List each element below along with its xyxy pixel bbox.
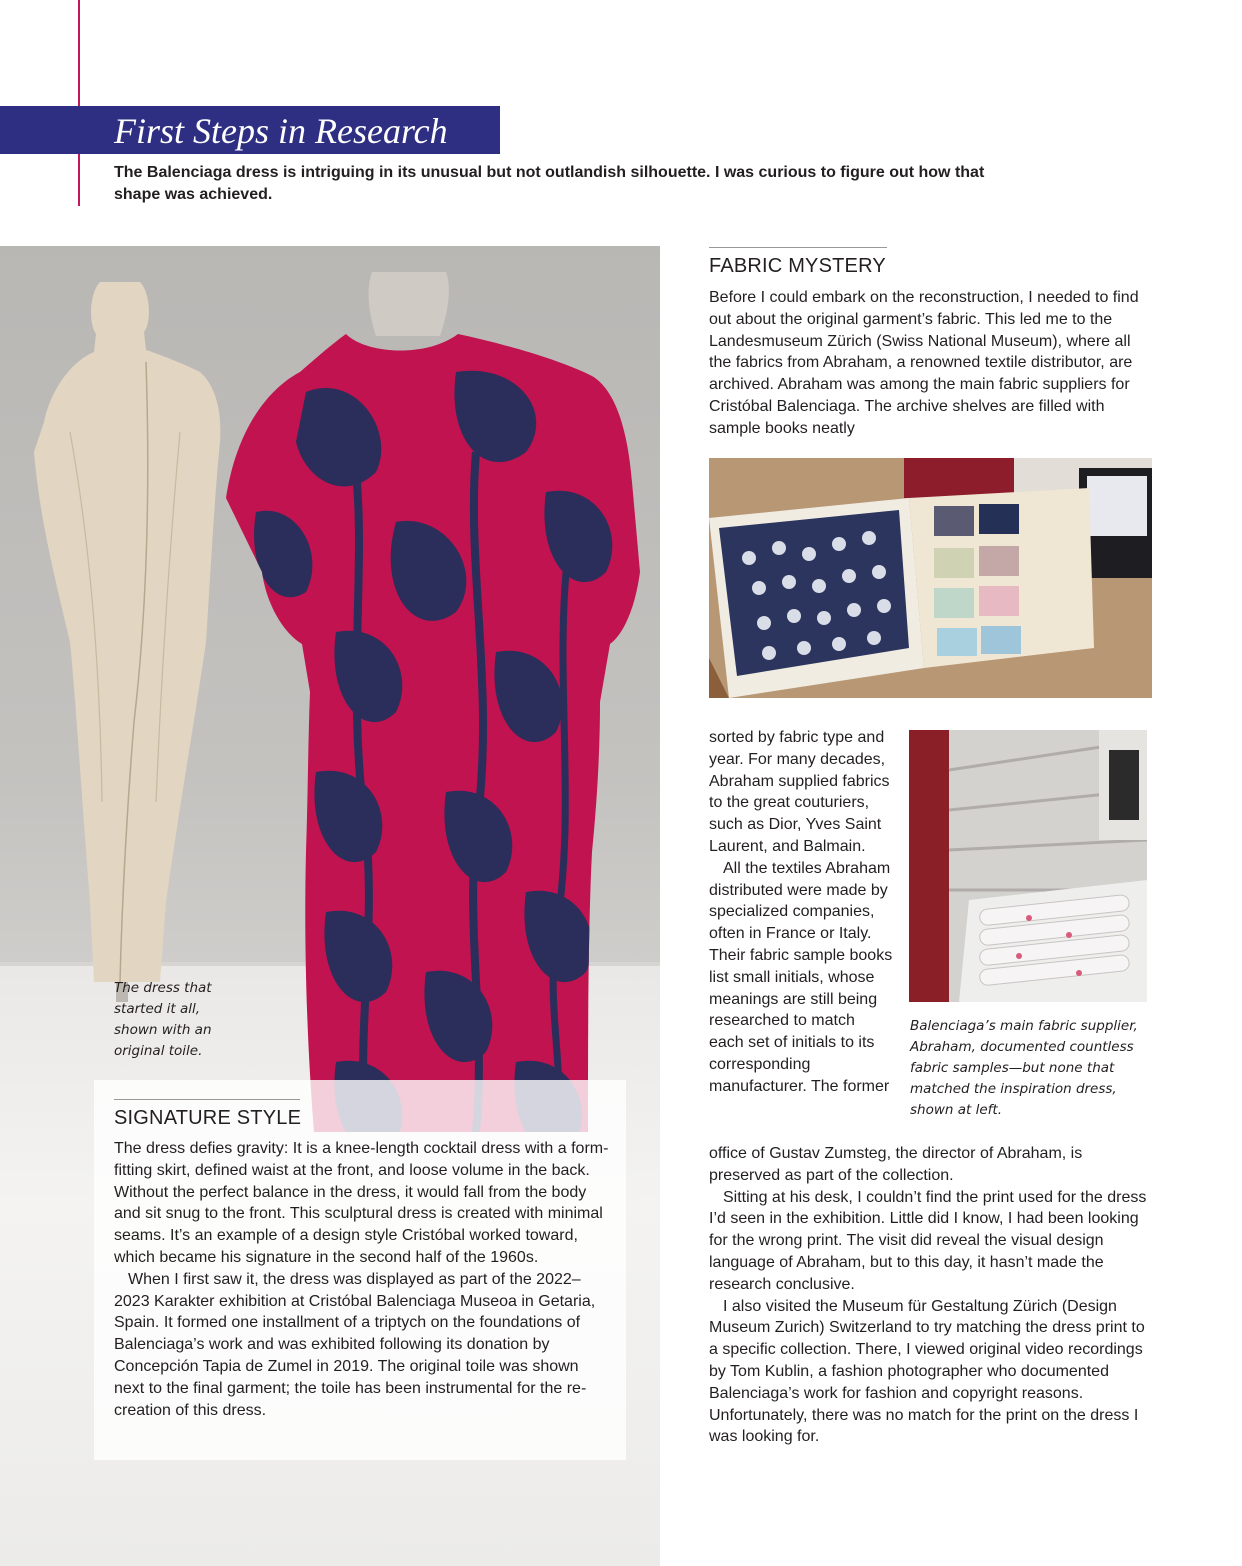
- fabric-mystery-heading: FABRIC MYSTERY: [709, 255, 886, 277]
- balenciaga-dress: [196, 272, 656, 1172]
- fabric-paragraph: Before I could embark on the reconstruction, I needed to find out about the original garment’s fabric. This led me to the Landesmuseum Zürich (Swiss National Museum), where all the fabrics from Abraham, a renowned textile distributor, are archived. Abraham was among the main fabric suppliers for Cristóbal Balenciaga. The archive shelves are filled with sample books neatly: [709, 289, 1139, 437]
- signature-style-body: [114, 1138, 610, 1421]
- signature-paragraph: The dress defies gravity: It is a knee-length cocktail dress with a form-fitting skirt, defined waist at the front, and loose volume in the back. Without the perfect balance in the dress, it would fall from the body and sit snug to the front. This sculptural dress is created with minimal seams. It’s an example of a design style Cristóbal worked toward, which became his signature in the second half of the 1960s.: [114, 1140, 609, 1266]
- archive-shelves-illustration: [909, 730, 1147, 1002]
- title-bar: [0, 106, 500, 154]
- intro-text: The Balenciaga dress is intriguing in its unusual but not outlandish silhouette. I was curious to figure out how that shape was achieved.: [114, 164, 985, 203]
- fabric-paragraph: office of Gustav Zumsteg, the director of Abraham, is preserved as part of the collection.: [709, 1145, 1083, 1184]
- fabric-mystery-narrow: [709, 727, 893, 1098]
- fabric-paragraph: Sitting at his desk, I couldn’t find the print used for the dress I’d seen in the exhibition. Little did I know, I had been looking for the wrong print. The visit did reveal the visual design language of Abraham, but to this day, it hasn’t made the research conclusive.: [709, 1188, 1147, 1293]
- archive-shelves-photo: [909, 730, 1147, 1002]
- section-rule: [114, 1099, 300, 1100]
- shelf-photo-caption: Balenciaga’s main fabric supplier, Abraham, documented countless fabric samples—but none that matched the inspiration dress, shown at left.: [910, 1018, 1138, 1118]
- sample-book-photo: [709, 458, 1152, 698]
- page-title: First Steps in Research: [114, 111, 448, 151]
- signature-style-heading: SIGNATURE STYLE: [114, 1107, 302, 1129]
- fabric-paragraph: All the textiles Abraham distributed were made by specialized companies, often in France or Italy. Their fabric sample books list small initials, whose meanings are still being researched to match each set of initials to its corresponding manufacturer. The former: [709, 859, 893, 1095]
- fabric-mystery-wide: [709, 1143, 1155, 1448]
- signature-paragraph: When I first saw it, the dress was displayed as part of the 2022–2023 Karakter exhibition at Cristóbal Balenciaga Museoa in Getaria, Spain. It formed one installment of a triptych on the foundations of Balenciaga’s work and was exhibited following its donation by Concepción Tapia de Zumel in 2019. The original toile was shown next to the final garment; the toile has been instrumental for the re-creation of this dress.: [114, 1270, 596, 1419]
- section-rule: [709, 247, 887, 248]
- fabric-mystery-intro: [709, 287, 1149, 440]
- accent-rule: [78, 0, 80, 206]
- photo-caption: The dress that started it all, shown with an original toile.: [114, 980, 212, 1059]
- sample-book-illustration: [709, 458, 1152, 698]
- fabric-paragraph: I also visited the Museum für Gestaltung Zürich (Design Museum Zurich) Switzerland to try matching the dress print to a specific collection. There, I viewed original video recordings by Tom Kublin, a fashion photographer who documented Balenciaga’s work for fashion and copyright reasons. Unfortunately, there was no match for the print on the dress I was looking for.: [709, 1297, 1145, 1446]
- fabric-paragraph: sorted by fabric type and year. For many decades, Abraham supplied fabrics to the great couturiers, such as Dior, Yves Saint Laurent, and Balmain.: [709, 729, 890, 855]
